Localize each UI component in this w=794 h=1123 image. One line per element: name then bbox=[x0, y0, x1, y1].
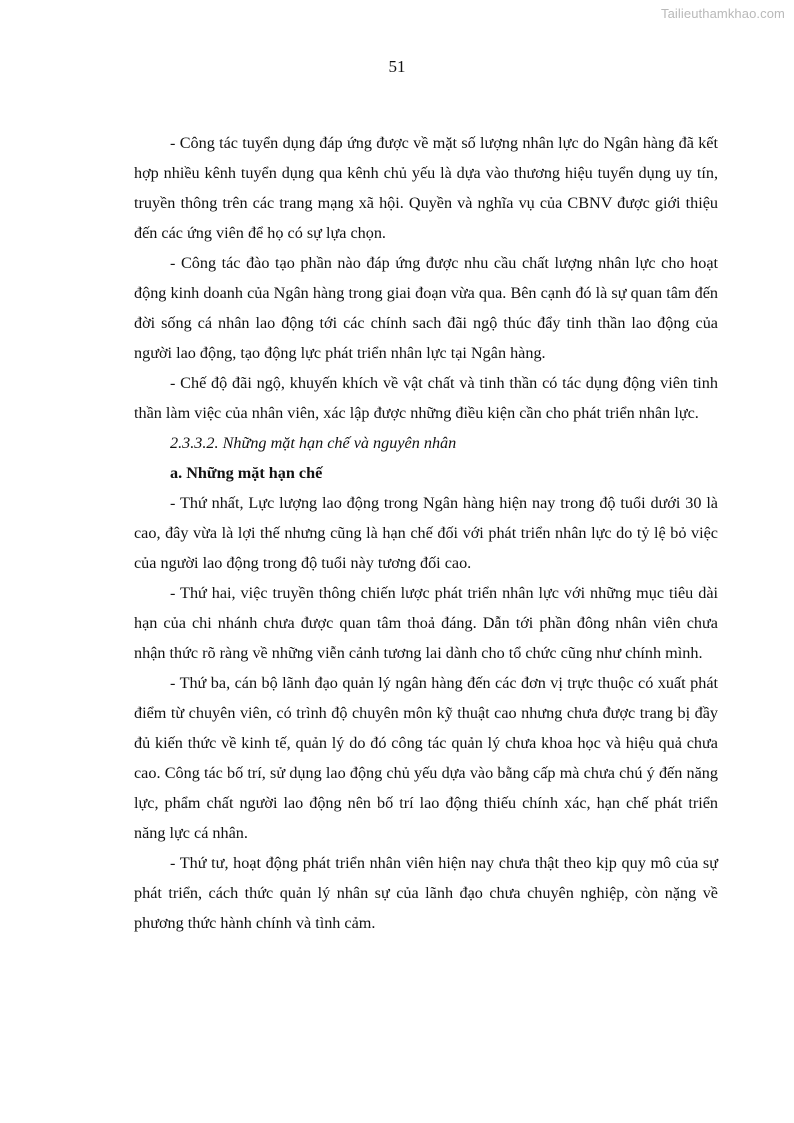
subheading-limitations: a. Những mặt hạn chế bbox=[170, 464, 323, 482]
limitation-second: - Thứ hai, việc truyền thông chiến lược phát triển nhân lực với những mục tiêu dài hạn của chi nhánh chưa được quan tâm thoả đáng. Dẫn tới phần đông nhân viên chưa nhận thức rõ ràng về những viễn cảnh tương lai dành cho tổ chức cũng như chính mình. bbox=[134, 584, 718, 662]
watermark: Tailieuthamkhao.com bbox=[660, 6, 785, 21]
section-heading: 2.3.3.2. Những mặt hạn chế và nguyên nhân bbox=[170, 434, 457, 452]
paragraph-recruitment: - Công tác tuyển dụng đáp ứng được về mặt số lượng nhân lực do Ngân hàng đã kết hợp nhiều kênh tuyển dụng qua kênh chủ yếu là dựa vào thương hiệu tuyển dụng uy tín, truyền thông trên các trang mạng xã hội. Quyền và nghĩa vụ của CBNV được giới thiệu đến các ứng viên để họ có sự lựa chọn. bbox=[134, 134, 718, 242]
limitation-fourth: - Thứ tư, hoạt động phát triển nhân viên hiện nay chưa thật theo kịp quy mô của sự phát triển, cách thức quản lý nhân sự của lãnh đạo chưa chuyên nghiệp, còn nặng về phương thức hành chính và tình cảm. bbox=[134, 854, 718, 932]
page-number: 51 bbox=[388, 57, 406, 76]
document-body bbox=[134, 128, 718, 938]
paragraph-benefits: - Chế độ đãi ngộ, khuyến khích về vật chất và tinh thần có tác dụng động viên tinh thần làm việc của nhân viên, xác lập được những điều kiện cần cho phát triển nhân lực. bbox=[134, 374, 718, 422]
paragraph-training: - Công tác đào tạo phần nào đáp ứng được nhu cầu chất lượng nhân lực cho hoạt động kinh doanh của Ngân hàng trong giai đoạn vừa qua. Bên cạnh đó là sự quan tâm đến đời sống cá nhân lao động tới các chính sach đãi ngộ thúc đẩy tinh thần lao động của người lao động, tạo động lực phát triển nhân lực tại Ngân hàng. bbox=[134, 254, 718, 362]
limitation-first: - Thứ nhất, Lực lượng lao động trong Ngân hàng hiện nay trong độ tuổi dưới 30 là cao, đây vừa là lợi thế nhưng cũng là hạn chế đối với phát triển nhân lực do tỷ lệ bỏ việc của người lao động trong độ tuổi này tương đối cao. bbox=[134, 494, 718, 572]
limitation-third: - Thứ ba, cán bộ lãnh đạo quản lý ngân hàng đến các đơn vị trực thuộc có xuất phát điểm từ chuyên viên, có trình độ chuyên môn kỹ thuật cao nhưng chưa được trang bị đầy đủ kiến thức về kinh tế, quản lý do đó công tác quản lý chưa khoa học và hiệu quả chưa cao. Công tác bố trí, sử dụng lao động chủ yếu dựa vào bằng cấp mà chưa chú ý đến năng lực, phẩm chất người lao động nên bố trí lao động thiếu chính xác, hạn chế phát triển năng lực cá nhân. bbox=[134, 674, 718, 842]
